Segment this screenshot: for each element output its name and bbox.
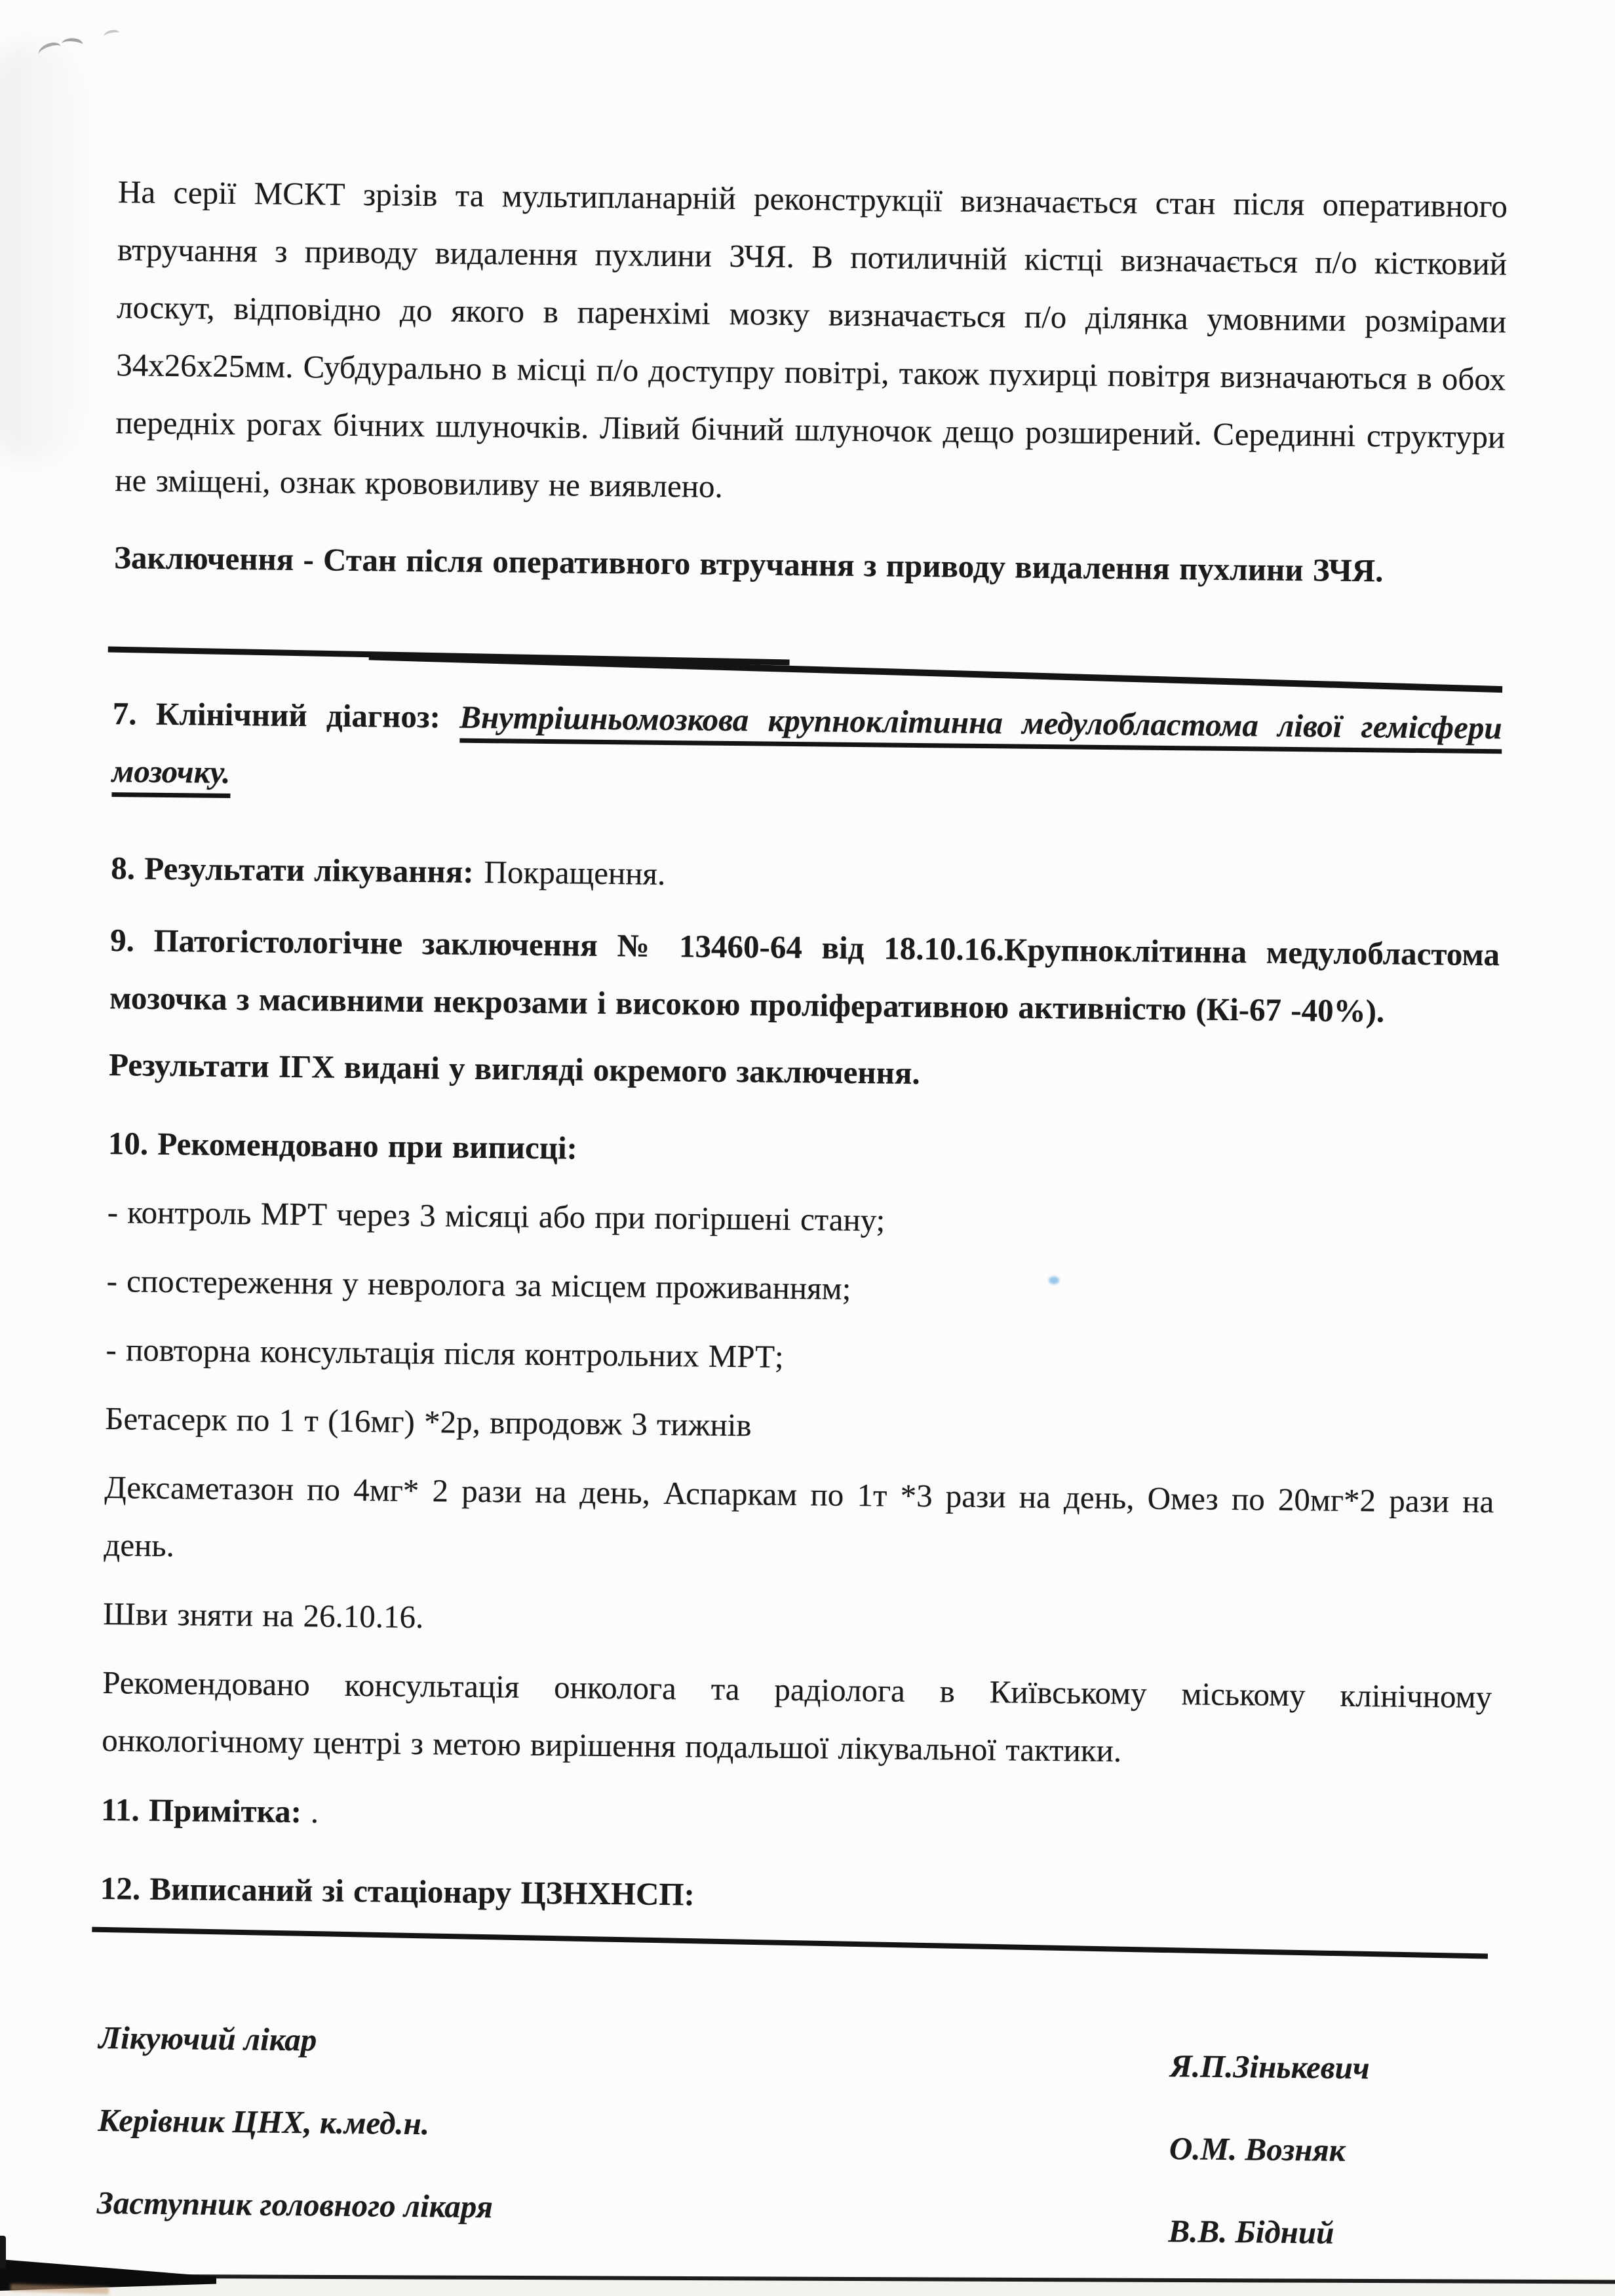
scan-edge-notch — [0, 2236, 6, 2268]
section-11-note — [101, 1781, 1491, 1853]
signature-block — [96, 2009, 1489, 2271]
section-11-value: . — [310, 1793, 319, 1830]
conclusion-line: Заключення - Стан після оперативного втручання з приводу видалення пухлини ЗЧЯ. — [113, 539, 1384, 589]
recommendation-item: Рекомендовано консультація онколога та радіолога в Київському міському клінічному онкологічному центрі з метою вирішення подальшої лікувальної тактики. — [102, 1664, 1492, 1769]
recommendation-item: - повторна консультація після контрольних МРТ; — [106, 1331, 785, 1375]
section-8-treatment-results — [111, 839, 1501, 911]
report-body — [96, 0, 1509, 2271]
section-12-discharge: 12. Виписаний зі стаціонару ЦЗНХНСП: — [100, 1870, 695, 1913]
section-8-label: 8. Результати лікування: — [110, 850, 474, 890]
signature-row — [97, 2092, 1487, 2189]
recommendation-item: - контроль МРТ через 3 місяці або при погіршені стану; — [107, 1194, 885, 1238]
signature-name: В.В. Бідний — [1168, 2213, 1334, 2251]
section-10-recommendations-heading: 10. Рекомендовано при виписці: — [107, 1125, 578, 1166]
section-7-clinical-diagnosis — [111, 685, 1502, 814]
signature-role: Керівник ЦНХ, к.мед.н. — [97, 2102, 430, 2142]
signature-name: О.М. Возняк — [1169, 2130, 1346, 2168]
diagnosis-text: Внутрішньомозкова крупноклітинна медулобластома лівої гемісфери мозочку. — [111, 699, 1502, 798]
findings-paragraph: На серії МСКТ зрізів та мультипланарній реконструкції визначається стан після оперативного втручання з приводу видалення пухлини ЗЧЯ. В потиличній кістці визначається п/о кістковий лоскут, відповідно до якого в паренхімі мозку визначається п/о ділянка умовними розмірами 34х26х25мм. Субдурально в місці п/о доступру повітрі, також пухирці повітря визначаються в обох передніх рогах бічних шлуночків. Лівий бічний шлуночок дещо розширений. Серединні структури не зміщені, ознак крововиливу не виявлено. — [115, 174, 1508, 505]
signature-role: Лікуючий лікар — [98, 2019, 317, 2058]
signature-role: Заступник головного лікаря — [96, 2184, 494, 2225]
separator-rule-bottom — [100, 1933, 1489, 1958]
rule-segment — [92, 1927, 1488, 1959]
pencil-mark — [61, 37, 83, 52]
section-7-label: 7. Клінічний діагноз: — [112, 695, 441, 735]
recommendation-item: Шви зняти на 26.10.16. — [103, 1596, 424, 1636]
scan-shadow-left — [0, 46, 98, 459]
section-9-pathology-conclusion: 9. Патогістологічне заключення № 13460-64 від 18.10.16.Крупноклітинна медулобластома мозочка з масивними некрозами і високою проліферативною активністю (Кі-67 -40%). — [109, 922, 1500, 1029]
signature-row — [98, 2009, 1489, 2106]
recommendation-item: Дексаметазон по 4мг* 2 рази на день, Аспаркам по 1т *3 рази на день, Омез по 20мг*2 рази на день. — [104, 1469, 1494, 1564]
rule-segment — [369, 653, 1503, 693]
recommendation-item: Бетасерк по 1 т (16мг) *2р, впродовж 3 тижнів — [105, 1400, 752, 1444]
igh-note: Результати ІГХ видані у вигляді окремого заключення. — [108, 1046, 920, 1092]
pencil-mark — [103, 29, 120, 40]
section-8-value: Покращення. — [484, 854, 666, 892]
section-11-label: 11. Примітка: — [100, 1791, 302, 1830]
recommendation-item: - спостереження у невролога за місцем проживанням; — [106, 1263, 851, 1307]
signature-name: Я.П.Зінькевич — [1169, 2048, 1370, 2086]
signature-row — [96, 2174, 1487, 2271]
